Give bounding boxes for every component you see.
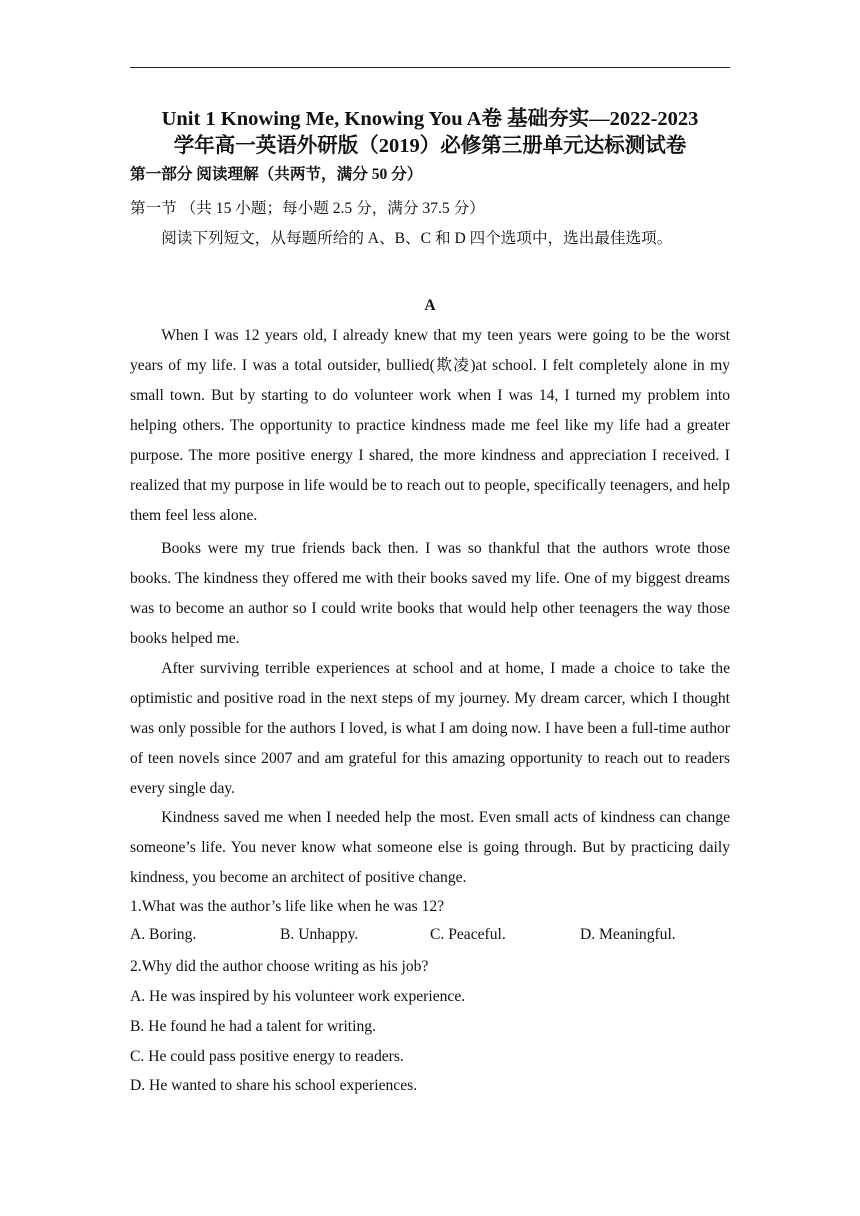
question-2-option-d: D. He wanted to share his school experiences. — [130, 1077, 418, 1094]
subsection-heading: 第一节 （共 15 小题；每小题 2.5 分，满分 37.5 分） — [130, 200, 485, 217]
question-1-option-b: B. Unhappy. — [280, 926, 359, 943]
question-1-stem: 1.What was the author’s life like when he was 12? — [130, 898, 445, 915]
question-2-stem: 2.Why did the author choose writing as his job? — [130, 958, 429, 975]
passage-label: A — [424, 297, 436, 314]
passage-paragraph-4: Kindness saved me when I needed help the most. Even small acts of kindness can change someone’s life. You never know what someone else is going through. But by practicing daily kindness, you become an architect of positive change. — [130, 809, 730, 886]
question-2-option-b: B. He found he had a talent for writing. — [130, 1018, 376, 1035]
passage-paragraph-3: After surviving terrible experiences at school and at home, I made a choice to take the optimistic and positive road in the next steps of my journey. My dream carcer, which I thought was only possible for the authors I loved, is what I am doing now. I have been a full-time author of teen novels since 2007 and am grateful for this amazing opportunity to reach out to readers every single day. — [130, 660, 730, 797]
passage-paragraph-2: Books were my true friends back then. I was so thankful that the authors wrote those books. The kindness they offered me with their books saved my life. One of my biggest dreams was to become an author so I could write books that would help other teenagers the way those books helped me. — [130, 540, 730, 647]
header-rule — [130, 67, 730, 68]
question-2-option-a: A. He was inspired by his volunteer work experience. — [130, 988, 466, 1005]
question-1-option-a: A. Boring. — [130, 926, 197, 943]
passage-paragraph-1: When I was 12 years old, I already knew that my teen years were going to be the worst years of my life. I was a total outsider, bullied(欺凌)at school. I felt completely alone in my small town. But by starting to do volunteer work when I was 14, I turned my problem into helping others. The opportunity to practice kindness made me feel like my life had a greater purpose. The more positive energy I shared, the more kindness and appreciation I received. I realized that my purpose in life would be to reach out to people, specifically teenagers, and help them feel less alone. — [130, 327, 730, 524]
question-2-option-c: C. He could pass positive energy to readers. — [130, 1048, 404, 1065]
part-heading: 第一部分 阅读理解（共两节，满分 50 分） — [130, 166, 423, 183]
instructions: 阅读下列短文，从每题所给的 A、B、C 和 D 四个选项中，选出最佳选项。 — [161, 230, 673, 247]
question-1-option-c: C. Peaceful. — [430, 926, 506, 943]
document-title-line-1: Unit 1 Knowing Me, Knowing You A卷 基础夯实—2022-2023 — [161, 108, 699, 130]
question-1-option-d: D. Meaningful. — [580, 926, 676, 943]
document-title-line-2: 学年高一英语外研版（2019）必修第三册单元达标测试卷 — [173, 135, 687, 157]
